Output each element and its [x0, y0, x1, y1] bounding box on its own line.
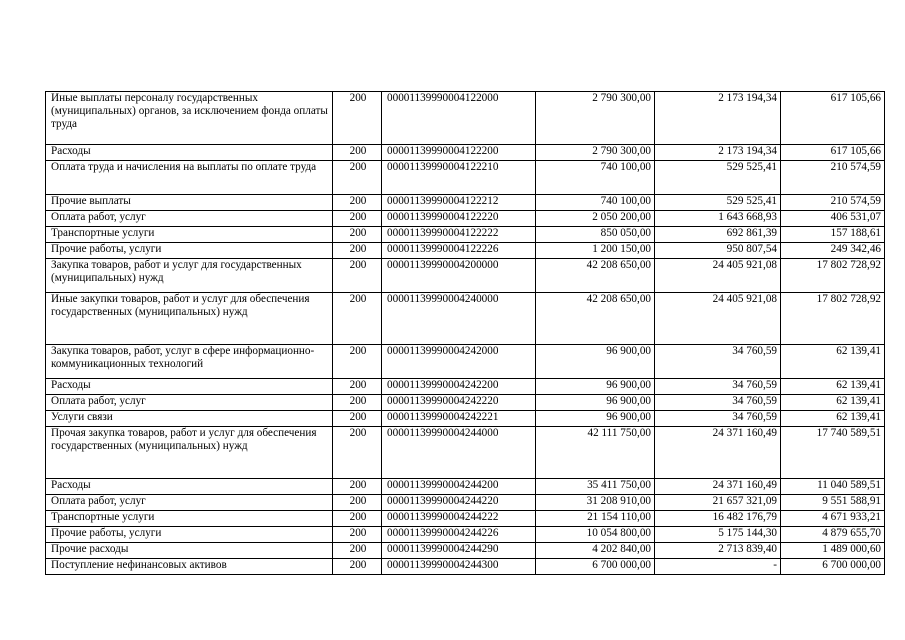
row-unexecuted: 11 040 589,51: [781, 479, 885, 495]
row-approved: 42 208 650,00: [536, 259, 655, 293]
table-row: [46, 227, 885, 243]
row-line-code: 200: [333, 395, 382, 411]
row-budget-code: 00001139990004122222: [382, 227, 536, 243]
row-executed: 529 525,41: [655, 195, 781, 211]
row-name: Услуги связи: [46, 411, 333, 427]
row-executed: 2 173 194,34: [655, 145, 781, 161]
row-budget-code: 00001139990004244300: [382, 559, 536, 575]
row-line-code: 200: [333, 495, 382, 511]
row-approved: 6 700 000,00: [536, 559, 655, 575]
row-executed: 34 760,59: [655, 379, 781, 395]
row-line-code: 200: [333, 145, 382, 161]
table-row: [46, 395, 885, 411]
table-row: [46, 145, 885, 161]
row-budget-code: 00001139990004244220: [382, 495, 536, 511]
row-name: Прочие выплаты: [46, 195, 333, 211]
row-budget-code: 00001139990004242000: [382, 345, 536, 379]
row-budget-code: 00001139990004242200: [382, 379, 536, 395]
row-name: Расходы: [46, 145, 333, 161]
row-executed: 2 173 194,34: [655, 92, 781, 145]
row-line-code: 200: [333, 211, 382, 227]
row-name: Прочие расходы: [46, 543, 333, 559]
row-executed: 34 760,59: [655, 345, 781, 379]
row-executed: -: [655, 559, 781, 575]
row-budget-code: 00001139990004122200: [382, 145, 536, 161]
row-name: Оплата работ, услуг: [46, 495, 333, 511]
row-budget-code: 00001139990004122212: [382, 195, 536, 211]
row-executed: 1 643 668,93: [655, 211, 781, 227]
table-row: [46, 293, 885, 345]
row-budget-code: 00001139990004244290: [382, 543, 536, 559]
row-approved: 35 411 750,00: [536, 479, 655, 495]
row-name: Транспортные услуги: [46, 227, 333, 243]
row-line-code: 200: [333, 161, 382, 195]
row-unexecuted: 62 139,41: [781, 345, 885, 379]
row-approved: 96 900,00: [536, 395, 655, 411]
row-name: Закупка товаров, работ, услуг в сфере информационно-коммуникационных технологий: [46, 345, 333, 379]
row-unexecuted: 617 105,66: [781, 92, 885, 145]
table-row: [46, 161, 885, 195]
row-unexecuted: 62 139,41: [781, 395, 885, 411]
table-row: [46, 559, 885, 575]
row-line-code: 200: [333, 479, 382, 495]
row-executed: 34 760,59: [655, 411, 781, 427]
row-unexecuted: 249 342,46: [781, 243, 885, 259]
row-executed: 529 525,41: [655, 161, 781, 195]
row-approved: 2 790 300,00: [536, 145, 655, 161]
table-row: [46, 527, 885, 543]
row-name: Расходы: [46, 379, 333, 395]
row-name: Оплата работ, услуг: [46, 395, 333, 411]
row-unexecuted: 17 740 589,51: [781, 427, 885, 479]
row-executed: 16 482 176,79: [655, 511, 781, 527]
row-budget-code: 00001139990004244000: [382, 427, 536, 479]
row-name: Прочая закупка товаров, работ и услуг для обеспечения государственных (муниципальных) нужд: [46, 427, 333, 479]
row-budget-code: 00001139990004122000: [382, 92, 536, 145]
row-budget-code: 00001139990004200000: [382, 259, 536, 293]
table-row: [46, 427, 885, 479]
row-approved: 96 900,00: [536, 345, 655, 379]
row-name: Транспортные услуги: [46, 511, 333, 527]
row-unexecuted: 9 551 588,91: [781, 495, 885, 511]
row-unexecuted: 4 671 933,21: [781, 511, 885, 527]
table-body: [46, 92, 885, 575]
row-budget-code: 00001139990004122220: [382, 211, 536, 227]
table-row: [46, 211, 885, 227]
row-approved: 96 900,00: [536, 379, 655, 395]
row-unexecuted: 17 802 728,92: [781, 293, 885, 345]
row-name: Расходы: [46, 479, 333, 495]
row-name: Прочие работы, услуги: [46, 527, 333, 543]
row-executed: 24 371 160,49: [655, 479, 781, 495]
row-executed: 24 371 160,49: [655, 427, 781, 479]
row-unexecuted: 62 139,41: [781, 379, 885, 395]
row-budget-code: 00001139990004244222: [382, 511, 536, 527]
row-executed: 24 405 921,08: [655, 259, 781, 293]
row-line-code: 200: [333, 411, 382, 427]
row-approved: 2 050 200,00: [536, 211, 655, 227]
row-name: Оплата труда и начисления на выплаты по оплате труда: [46, 161, 333, 195]
row-unexecuted: 617 105,66: [781, 145, 885, 161]
row-line-code: 200: [333, 293, 382, 345]
table-row: [46, 511, 885, 527]
row-name: Иные выплаты персоналу государственных (муниципальных) органов, за исключением фонда оплаты труда: [46, 92, 333, 145]
row-unexecuted: 4 879 655,70: [781, 527, 885, 543]
row-approved: 740 100,00: [536, 161, 655, 195]
row-approved: 42 111 750,00: [536, 427, 655, 479]
row-line-code: 200: [333, 92, 382, 145]
row-executed: 5 175 144,30: [655, 527, 781, 543]
row-approved: 4 202 840,00: [536, 543, 655, 559]
row-line-code: 200: [333, 379, 382, 395]
row-executed: 21 657 321,09: [655, 495, 781, 511]
table-row: [46, 479, 885, 495]
row-unexecuted: 1 489 000,60: [781, 543, 885, 559]
row-executed: 950 807,54: [655, 243, 781, 259]
row-line-code: 200: [333, 511, 382, 527]
row-approved: 740 100,00: [536, 195, 655, 211]
row-name: Поступление нефинансовых активов: [46, 559, 333, 575]
row-unexecuted: 62 139,41: [781, 411, 885, 427]
row-approved: 850 050,00: [536, 227, 655, 243]
row-name: Закупка товаров, работ и услуг для государственных (муниципальных) нужд: [46, 259, 333, 293]
row-budget-code: 00001139990004244200: [382, 479, 536, 495]
row-name: Прочие работы, услуги: [46, 243, 333, 259]
row-line-code: 200: [333, 559, 382, 575]
row-line-code: 200: [333, 259, 382, 293]
table-row: [46, 379, 885, 395]
row-line-code: 200: [333, 243, 382, 259]
table-row: [46, 92, 885, 145]
row-executed: 24 405 921,08: [655, 293, 781, 345]
row-name: Оплата работ, услуг: [46, 211, 333, 227]
row-approved: 2 790 300,00: [536, 92, 655, 145]
budget-execution-table: [45, 91, 885, 575]
row-name: Иные закупки товаров, работ и услуг для обеспечения государственных (муниципальных) нужд: [46, 293, 333, 345]
table-row: [46, 411, 885, 427]
row-unexecuted: 6 700 000,00: [781, 559, 885, 575]
row-unexecuted: 210 574,59: [781, 195, 885, 211]
row-approved: 1 200 150,00: [536, 243, 655, 259]
row-unexecuted: 406 531,07: [781, 211, 885, 227]
table-row: [46, 259, 885, 293]
table-row: [46, 243, 885, 259]
row-approved: 42 208 650,00: [536, 293, 655, 345]
row-executed: 34 760,59: [655, 395, 781, 411]
row-line-code: 200: [333, 543, 382, 559]
row-approved: 10 054 800,00: [536, 527, 655, 543]
table-row: [46, 543, 885, 559]
row-executed: 692 861,39: [655, 227, 781, 243]
row-budget-code: 00001139990004122210: [382, 161, 536, 195]
row-line-code: 200: [333, 195, 382, 211]
row-budget-code: 00001139990004122226: [382, 243, 536, 259]
table-row: [46, 345, 885, 379]
row-unexecuted: 157 188,61: [781, 227, 885, 243]
row-line-code: 200: [333, 345, 382, 379]
row-approved: 31 208 910,00: [536, 495, 655, 511]
row-approved: 21 154 110,00: [536, 511, 655, 527]
row-line-code: 200: [333, 527, 382, 543]
row-executed: 2 713 839,40: [655, 543, 781, 559]
row-budget-code: 00001139990004240000: [382, 293, 536, 345]
row-budget-code: 00001139990004244226: [382, 527, 536, 543]
row-approved: 96 900,00: [536, 411, 655, 427]
table-row: [46, 195, 885, 211]
row-line-code: 200: [333, 427, 382, 479]
row-unexecuted: 210 574,59: [781, 161, 885, 195]
row-unexecuted: 17 802 728,92: [781, 259, 885, 293]
table-row: [46, 495, 885, 511]
row-budget-code: 00001139990004242221: [382, 411, 536, 427]
row-line-code: 200: [333, 227, 382, 243]
row-budget-code: 00001139990004242220: [382, 395, 536, 411]
